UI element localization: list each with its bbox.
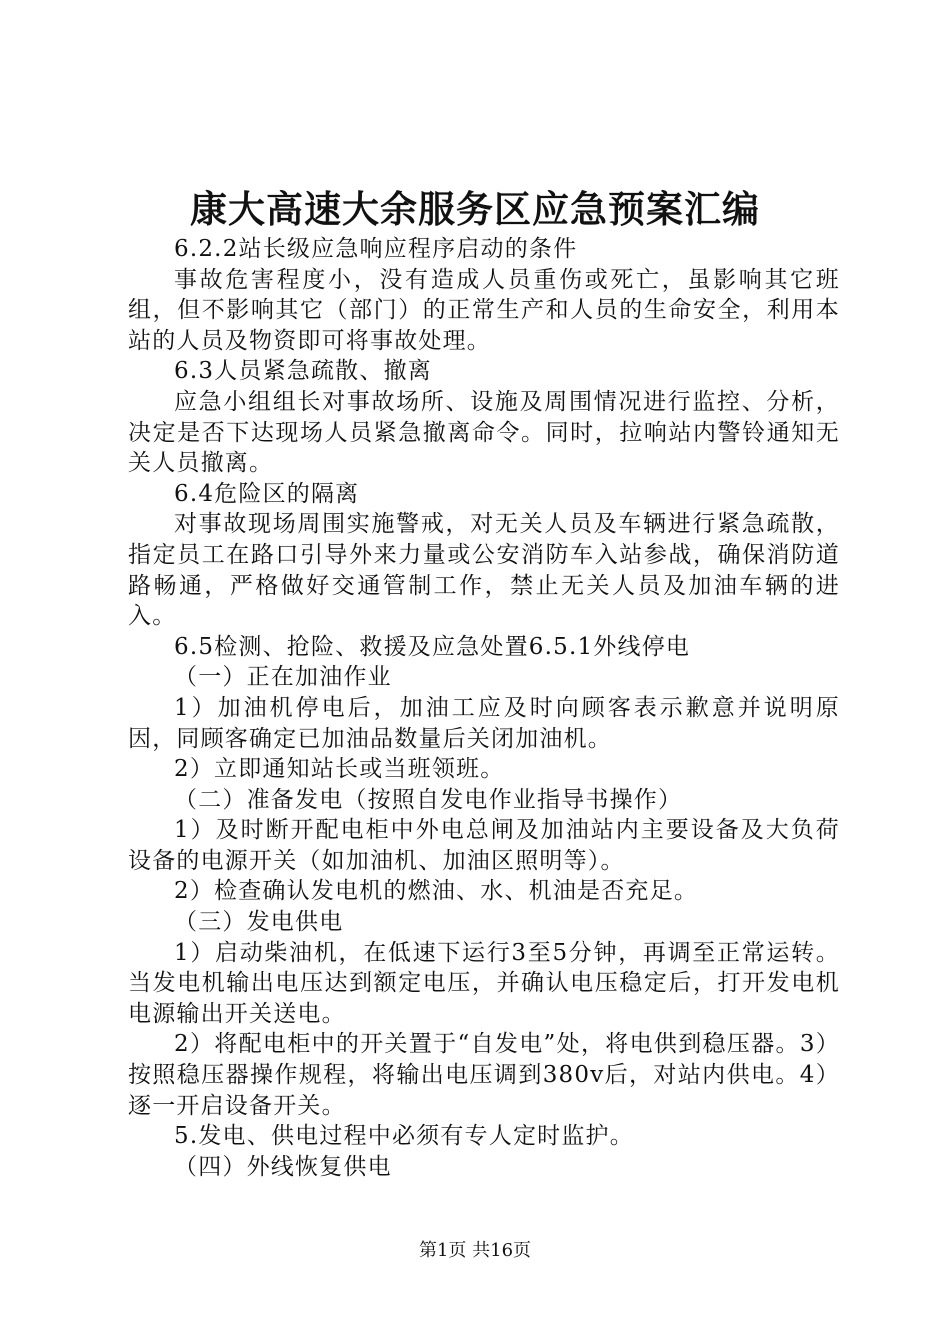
paragraph: 5.发电、供电过程中必须有专人定时监护。 (174, 1123, 634, 1150)
paragraph: 6.3人员紧急疏散、撤离 (174, 358, 432, 385)
document-body (128, 234, 840, 1182)
paragraph: （四）外线恢复供电 (174, 1153, 392, 1180)
paragraph: 6.5检测、抢险、救援及应急处置6.5.1外线停电 (174, 633, 691, 660)
paragraph: 2）立即通知站长或当班领班。 (174, 756, 505, 783)
document-title: 康大高速大余服务区应急预案汇编 (190, 187, 760, 231)
paragraph: 1）及时断开配电柜中外电总闸及加油站内主要设备及大负荷设备的电源开关（如加油机、加油区照明等）。 (128, 817, 840, 874)
paragraph: 2）检查确认发电机的燃油、水、机油是否充足。 (174, 878, 699, 905)
paragraph: 1）启动柴油机，在低速下运行3至5分钟，再调至正常运转。当发电机输出电压达到额定电压，并确认电压稳定后，打开发电机电源输出开关送电。 (128, 939, 840, 1027)
paragraph: 2）将配电柜中的开关置于“自发电”处，将电供到稳压器。3）按照稳压器操作规程，将输出电压调到380v后，对站内供电。4）逐一开启设备开关。 (128, 1031, 840, 1119)
paragraph: 事故危害程度小，没有造成人员重伤或死亡，虽影响其它班组，但不影响其它（部门）的正常生产和人员的生命安全，利用本站的人员及物资即可将事故处理。 (128, 266, 840, 354)
paragraph: 对事故现场周围实施警戒，对无关人员及车辆进行紧急疏散，指定员工在路口引导外来力量或公安消防车入站参战，确保消防道路畅通，严格做好交通管制工作，禁止无关人员及加油车辆的进入。 (128, 511, 840, 630)
paragraph: （一）正在加油作业 (174, 664, 392, 691)
page-number-footer: 第1页 共16页 (418, 1240, 532, 1261)
paragraph: 应急小组组长对事故场所、设施及周围情况进行监控、分析，决定是否下达现场人员紧急撤离命令。同时，拉响站内警铃通知无关人员撤离。 (128, 388, 840, 477)
paragraph: 6.2.2站长级应急响应程序启动的条件 (174, 236, 578, 262)
paragraph: （三）发电供电 (174, 909, 344, 936)
paragraph: （二）准备发电（按照自发电作业指导书操作） (174, 786, 683, 813)
paragraph: 6.4危险区的隔离 (174, 480, 360, 507)
paragraph: 1）加油机停电后，加油工应及时向顾客表示歉意并说明原因，同顾客确定已加油品数量后关闭加油机。 (128, 694, 840, 752)
